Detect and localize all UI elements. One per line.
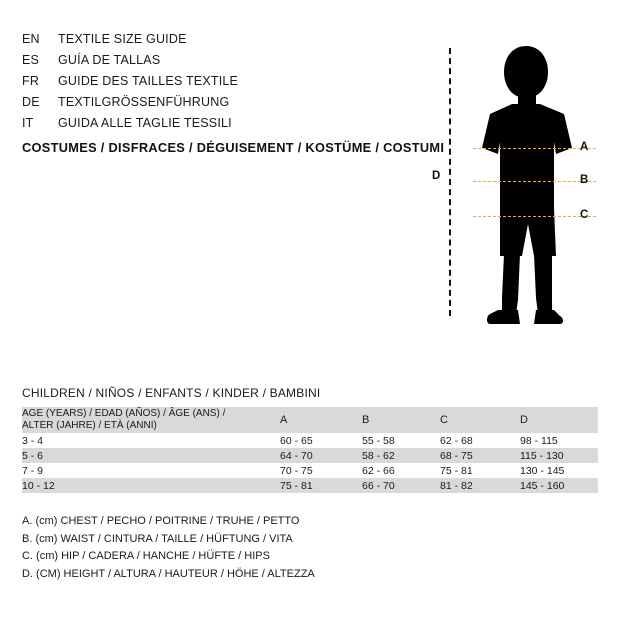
table-header-age-line1: AGE (YEARS) / EDAD (AÑOS) / ÂGE (ANS) / (22, 408, 226, 419)
table-header-row (22, 407, 598, 433)
cell-age: 7 - 9 (22, 463, 280, 478)
measure-line-c (473, 216, 596, 217)
language-code-fr: FR (22, 74, 40, 88)
cell-a: 75 - 81 (280, 478, 362, 493)
cell-d: 145 - 160 (520, 478, 598, 493)
language-row-fr (22, 74, 422, 95)
category-line: COSTUMES / DISFRACES / DÉGUISEMENT / KOSTÜME / COSTUMI (22, 140, 445, 155)
cell-age: 3 - 4 (22, 433, 280, 448)
language-row-en (22, 32, 422, 53)
cell-age: 5 - 6 (22, 448, 280, 463)
legend-item-b: B. (cm) WAIST / CINTURA / TAILLE / HÜFTUNG / VITA (22, 532, 293, 545)
table-header-age (22, 407, 280, 433)
table-header-age-line2: ALTER (JAHRE) / ETÀ (ANNI) (22, 420, 157, 431)
language-code-es: ES (22, 53, 40, 67)
dimension-label-d: D (432, 170, 441, 182)
cell-d: 130 - 145 (520, 463, 598, 478)
table-row (22, 433, 598, 448)
table-header-d: D (520, 407, 598, 433)
measure-line-a (473, 148, 596, 149)
table-header-b: B (362, 407, 440, 433)
size-table-section (22, 386, 598, 493)
cell-c: 75 - 81 (440, 463, 520, 478)
child-silhouette-icon (460, 42, 610, 332)
cell-age: 10 - 12 (22, 478, 280, 493)
table-header-c: C (440, 407, 520, 433)
language-row-de (22, 95, 422, 116)
legend-item-a: A. (cm) CHEST / PECHO / POITRINE / TRUHE / PETTO (22, 515, 300, 527)
dimension-label-a: A (580, 141, 589, 153)
language-text-fr: GUIDE DES TAILLES TEXTILE (58, 74, 239, 88)
language-code-it: IT (22, 116, 34, 130)
cell-b: 66 - 70 (362, 478, 440, 493)
cell-d: 98 - 115 (520, 433, 598, 448)
cell-d: 115 - 130 (520, 448, 598, 463)
cell-c: 81 - 82 (440, 478, 520, 493)
legend-item-c: C. (cm) HIP / CADERA / HANCHE / HÜFTE / HIPS (22, 550, 270, 562)
language-text-de: TEXTILGRÖSSENFÜHRUNG (58, 95, 230, 109)
language-text-es: GUÍA DE TALLAS (58, 53, 161, 67)
cell-a: 60 - 65 (280, 433, 362, 448)
table-row (22, 463, 598, 478)
size-table (22, 407, 598, 493)
table-row (22, 478, 598, 493)
figure-diagram (420, 28, 610, 328)
measure-line-b (473, 181, 596, 182)
cell-b: 62 - 66 (362, 463, 440, 478)
language-code-de: DE (22, 95, 40, 109)
table-row (22, 448, 598, 463)
table-group-title: CHILDREN / NIÑOS / ENFANTS / KINDER / BAMBINI (22, 386, 321, 400)
cell-b: 55 - 58 (362, 433, 440, 448)
cell-a: 70 - 75 (280, 463, 362, 478)
cell-c: 68 - 75 (440, 448, 520, 463)
dimension-label-b: B (580, 174, 589, 186)
table-header-a: A (280, 407, 362, 433)
cell-c: 62 - 68 (440, 433, 520, 448)
dimension-label-c: C (580, 209, 589, 221)
measurement-legend (22, 513, 315, 583)
language-row-it (22, 116, 422, 137)
height-dimension-line (449, 48, 451, 316)
language-list (22, 32, 422, 137)
language-text-en: TEXTILE SIZE GUIDE (58, 32, 187, 46)
legend-item-d: D. (CM) HEIGHT / ALTURA / HAUTEUR / HÖHE / ALTEZZA (22, 567, 315, 580)
cell-b: 58 - 62 (362, 448, 440, 463)
language-code-en: EN (22, 32, 40, 46)
language-row-es (22, 53, 422, 74)
language-text-it: GUIDA ALLE TAGLIE TESSILI (58, 116, 232, 130)
cell-a: 64 - 70 (280, 448, 362, 463)
